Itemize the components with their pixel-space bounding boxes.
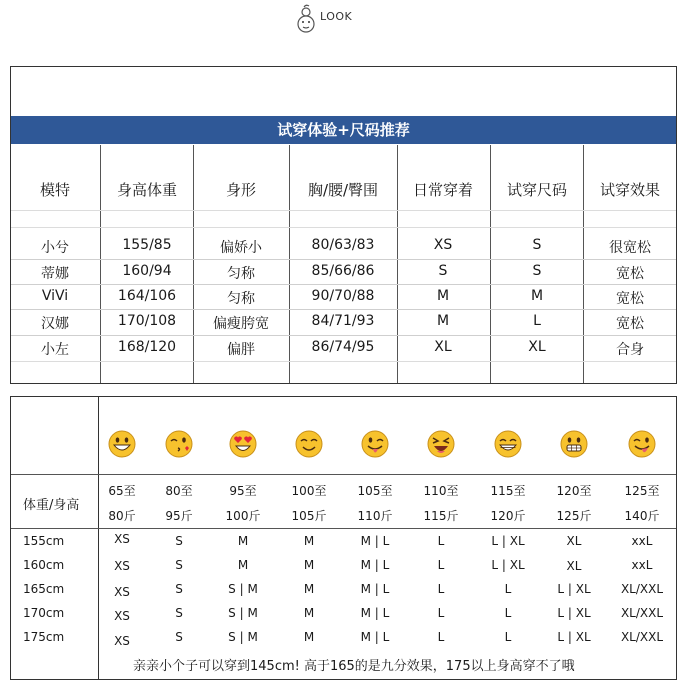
- size-cell: L | XL: [557, 630, 591, 644]
- weight-range-top: 115至: [490, 484, 526, 498]
- tried-size: S: [532, 263, 542, 279]
- weight-range-top: 120至: [556, 484, 592, 498]
- weight-range-top: 100至: [291, 484, 327, 498]
- size-cell: M: [237, 534, 249, 548]
- header-model: 模特: [39, 181, 71, 199]
- tried-size: S: [532, 237, 542, 253]
- measurements: 85/66/86: [311, 263, 375, 279]
- kissing-face-icon: [165, 430, 193, 458]
- fit-effect: 宽松: [616, 266, 644, 282]
- weight-range-bottom: 105斤: [291, 509, 327, 523]
- size-cell: L | XL: [491, 534, 525, 548]
- fitting-table-title: 试穿体验+尺码推荐: [277, 121, 410, 139]
- size-cell: xxL: [631, 534, 653, 548]
- size-cell: XL/XXL: [620, 582, 664, 596]
- size-cell: L | XL: [491, 558, 525, 572]
- column-divider: [583, 145, 584, 383]
- size-cell: M | L: [360, 606, 390, 620]
- size-cell: L: [437, 534, 445, 548]
- size-cell: M: [303, 558, 315, 572]
- size-cell: XS: [114, 585, 130, 599]
- fit-effect: 合身: [616, 342, 644, 358]
- size-cell: XL: [566, 534, 582, 548]
- measurements: 86/74/95: [311, 339, 375, 355]
- size-cell: M: [237, 558, 249, 572]
- size-cell: S: [175, 558, 183, 572]
- size-cell: XL/XXL: [620, 606, 664, 620]
- body-shape: 偏瘦胯宽: [213, 316, 269, 332]
- size-cell: L: [437, 630, 445, 644]
- size-cell: S | M: [228, 606, 258, 620]
- daily-size: S: [438, 263, 448, 279]
- row-divider: [11, 227, 676, 228]
- height-label: 165cm: [23, 582, 65, 596]
- fit-effect: 很宽松: [609, 240, 651, 256]
- size-cell: S: [175, 534, 183, 548]
- size-cell: M: [303, 582, 315, 596]
- weight-range-bottom: 110斤: [357, 509, 393, 523]
- row-divider: [11, 210, 676, 211]
- size-chart-table: [10, 396, 677, 680]
- size-cell: S | M: [228, 582, 258, 596]
- weight-range-bottom: 95斤: [165, 509, 193, 523]
- heart-eyes-face-icon: [229, 430, 257, 458]
- model-name: ViVi: [41, 288, 69, 304]
- daily-size: M: [436, 288, 450, 304]
- size-cell: L | XL: [557, 606, 591, 620]
- weight-range-bottom: 100斤: [225, 509, 261, 523]
- row-divider: [11, 528, 676, 529]
- size-cell: L: [437, 582, 445, 596]
- size-cell: L: [504, 606, 512, 620]
- size-cell: S: [175, 582, 183, 596]
- beaming-face-icon: [494, 430, 522, 458]
- row-divider: [11, 335, 676, 336]
- model-name: 汉娜: [41, 316, 69, 332]
- height-label: 160cm: [23, 558, 65, 572]
- grinning-teeth-face-icon: [560, 430, 588, 458]
- size-cell: M: [303, 630, 315, 644]
- squinting-face-icon: [427, 430, 455, 458]
- grinning-face-icon: [108, 430, 136, 458]
- row-divider: [11, 309, 676, 310]
- weight-range-bottom: 120斤: [490, 509, 526, 523]
- weight-range-top: 95至: [229, 484, 257, 498]
- weight-range-top: 65至: [108, 484, 136, 498]
- smiling-face-icon: [295, 430, 323, 458]
- size-cell: XS: [114, 609, 130, 623]
- daily-size: M: [436, 313, 450, 329]
- model-name: 小兮: [41, 240, 69, 256]
- winking-tongue-face-icon: [361, 430, 389, 458]
- size-cell: xxL: [631, 558, 653, 572]
- column-divider: [98, 397, 99, 679]
- body-shape: 偏娇小: [220, 240, 262, 256]
- weight-range-top: 80至: [165, 484, 193, 498]
- weight-range-top: 105至: [357, 484, 393, 498]
- model-name: 蒂娜: [41, 266, 69, 282]
- model-name: 小左: [41, 342, 69, 358]
- weight-range-bottom: 115斤: [423, 509, 459, 523]
- size-cell: L: [437, 606, 445, 620]
- size-cell: L: [504, 630, 512, 644]
- header-fit-effect: 试穿效果: [599, 181, 661, 199]
- row-divider: [11, 474, 676, 475]
- body-shape: 偏胖: [227, 342, 255, 358]
- row-divider: [11, 284, 676, 285]
- gourd-mascot-icon: [294, 4, 318, 34]
- column-divider: [193, 145, 194, 383]
- weight-range-top: 125至: [624, 484, 660, 498]
- measurements: 90/70/88: [311, 288, 375, 304]
- size-cell: S: [175, 606, 183, 620]
- size-cell: XS: [114, 559, 130, 573]
- weight-range-bottom: 140斤: [624, 509, 660, 523]
- size-cell: M | L: [360, 582, 390, 596]
- height-weight: 164/106: [117, 288, 177, 304]
- body-shape: 匀称: [227, 291, 255, 307]
- header-height-weight: 身高体重: [116, 181, 178, 199]
- size-cell: M | L: [360, 534, 390, 548]
- tongue-face-icon: [628, 430, 656, 458]
- tried-size: L: [533, 313, 541, 329]
- daily-size: XL: [434, 339, 452, 355]
- column-divider: [100, 145, 101, 383]
- tried-size: XL: [528, 339, 546, 355]
- fit-effect: 宽松: [616, 291, 644, 307]
- size-cell: M | L: [360, 558, 390, 572]
- measurements: 84/71/93: [311, 313, 375, 329]
- logo-text: LOOK: [320, 10, 353, 23]
- size-cell: M | L: [360, 630, 390, 644]
- size-cell: M: [303, 534, 315, 548]
- body-shape: 匀称: [227, 266, 255, 282]
- size-cell: XS: [114, 634, 130, 648]
- height-weight: 170/108: [117, 313, 177, 329]
- header-daily-size: 日常穿着: [412, 181, 474, 199]
- measurements: 80/63/83: [311, 237, 375, 253]
- size-cell: XL/XXL: [620, 630, 664, 644]
- tried-size: M: [530, 288, 544, 304]
- column-divider: [397, 145, 398, 383]
- height-weight: 168/120: [117, 339, 177, 355]
- weight-range-top: 110至: [423, 484, 459, 498]
- fit-effect: 宽松: [616, 316, 644, 332]
- size-cell: XL: [566, 559, 582, 573]
- weight-range-bottom: 80斤: [108, 509, 136, 523]
- height-weight: 155/85: [122, 237, 172, 253]
- size-cell: L: [504, 582, 512, 596]
- header-body-shape: 身形: [225, 181, 257, 199]
- size-cell: L: [437, 558, 445, 572]
- header-tried-size: 试穿尺码: [506, 181, 568, 199]
- size-note: 亲亲小个子可以穿到145cm! 高于165的是九分效果，175以上身高穿不了哦: [133, 659, 575, 674]
- header-measurements: 胸/腰/臀围: [307, 181, 379, 199]
- size-cell: M: [303, 606, 315, 620]
- column-divider: [289, 145, 290, 383]
- size-cell: S: [175, 630, 183, 644]
- row-divider: [11, 259, 676, 260]
- height-label: 175cm: [23, 630, 65, 644]
- height-label: 155cm: [23, 534, 65, 548]
- height-label: 170cm: [23, 606, 65, 620]
- height-weight: 160/94: [122, 263, 172, 279]
- size-cell: S | M: [228, 630, 258, 644]
- size-cell: L | XL: [557, 582, 591, 596]
- weight-height-label: 体重/身高: [23, 498, 80, 513]
- weight-range-bottom: 125斤: [556, 509, 592, 523]
- size-cell: XS: [114, 532, 130, 546]
- row-divider: [11, 361, 676, 362]
- fitting-table: [10, 66, 677, 384]
- column-divider: [490, 145, 491, 383]
- daily-size: XS: [433, 237, 453, 253]
